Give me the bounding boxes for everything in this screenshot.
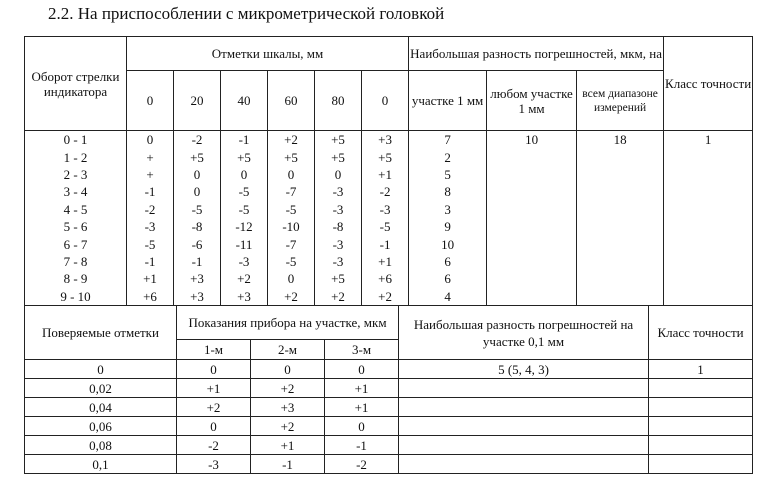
turn-cell: 2 - 3 (25, 166, 127, 183)
scale-mark: 20 (174, 71, 221, 131)
table1-body (25, 131, 753, 306)
value-cell: 0 (221, 166, 268, 183)
page-title: 2.2. На приспособлении с микрометрической головкой (48, 4, 445, 23)
diff-cell: 6 (409, 270, 487, 287)
table-row (25, 166, 753, 183)
table-row (25, 235, 753, 252)
value-cell: +1 (362, 253, 409, 270)
value-cell: 0 (177, 360, 251, 379)
value-cell: -1 (251, 455, 325, 474)
scale-mark: 60 (268, 71, 315, 131)
table-row (25, 379, 753, 398)
value-cell: -3 (315, 235, 362, 252)
value-cell: -3 (315, 201, 362, 218)
value-cell: -5 (221, 201, 268, 218)
diff-cell: 5 (409, 166, 487, 183)
table-row (25, 218, 753, 235)
value-cell: -8 (315, 218, 362, 235)
diff-cell: 3 (409, 201, 487, 218)
value-cell: 0 (177, 417, 251, 436)
value-cell: -1 (127, 183, 174, 200)
turn-cell: 8 - 9 (25, 270, 127, 287)
value-cell: +3 (251, 398, 325, 417)
table-row (25, 288, 753, 306)
value-cell: 0 (127, 131, 174, 149)
value-cell: +3 (221, 288, 268, 306)
value-cell: -2 (174, 131, 221, 149)
table-row (25, 148, 753, 165)
diff-cell: 4 (409, 288, 487, 306)
value-cell: -11 (221, 235, 268, 252)
value-cell: +2 (251, 417, 325, 436)
section-header: 1-м (177, 340, 251, 360)
value-cell: -2 (325, 455, 399, 474)
value-cell: 0 (325, 417, 399, 436)
value-cell: + (127, 166, 174, 183)
turn-cell: 9 - 10 (25, 288, 127, 306)
turn-cell: 6 - 7 (25, 235, 127, 252)
value-cell: 0 (268, 270, 315, 287)
header-max-difference-01: Наибольшая разность погрешностей на участке 0,1 мм (399, 306, 649, 360)
diff-cell: 2 (409, 148, 487, 165)
scale-mark: 40 (221, 71, 268, 131)
value-cell: +2 (315, 288, 362, 306)
value-cell: -1 (127, 253, 174, 270)
value-cell: -5 (127, 235, 174, 252)
mark-cell: 0,08 (25, 436, 177, 455)
turn-cell: 7 - 8 (25, 253, 127, 270)
value-cell: +5 (221, 148, 268, 165)
value-cell: -5 (268, 253, 315, 270)
header-max-difference: Наибольшая разность погрешностей, мкм, на (409, 37, 664, 71)
header-full-range: всем диапазоне измерений (577, 71, 664, 131)
value-cell: +6 (362, 270, 409, 287)
turn-cell: 4 - 5 (25, 201, 127, 218)
value-cell: -5 (362, 218, 409, 235)
value-cell: -3 (177, 455, 251, 474)
value-cell: -5 (268, 201, 315, 218)
value-cell: + (127, 148, 174, 165)
value-cell: +5 (174, 148, 221, 165)
value-cell: +2 (221, 270, 268, 287)
value-cell: +3 (174, 270, 221, 287)
value-cell: +3 (362, 131, 409, 149)
table-row (25, 398, 753, 417)
table-row (25, 270, 753, 287)
value-cell: -1 (362, 235, 409, 252)
section-header: 2-м (251, 340, 325, 360)
value-cell: +2 (268, 131, 315, 149)
value-cell: 0 (251, 360, 325, 379)
turn-cell: 0 - 1 (25, 131, 127, 149)
scale-mark: 0 (127, 71, 174, 131)
table-row (25, 360, 753, 379)
turn-cell: 3 - 4 (25, 183, 127, 200)
accuracy-class-value-2: 1 (649, 360, 753, 379)
table-row (25, 201, 753, 218)
section-header: 3-м (325, 340, 399, 360)
value-cell: -1 (221, 131, 268, 149)
mark-cell: 0,02 (25, 379, 177, 398)
value-cell: +5 (362, 148, 409, 165)
full-range-value: 18 (577, 131, 664, 149)
accuracy-class-value: 1 (664, 131, 753, 149)
max-difference-value: 5 (5, 4, 3) (399, 360, 649, 379)
diff-cell: 7 (409, 131, 487, 149)
table-row (25, 131, 753, 149)
value-cell: -1 (174, 253, 221, 270)
value-cell: +5 (315, 148, 362, 165)
header-scale-marks: Отметки шкалы, мм (127, 37, 409, 71)
diff-cell: 9 (409, 218, 487, 235)
mark-cell: 0,1 (25, 455, 177, 474)
turn-cell: 5 - 6 (25, 218, 127, 235)
value-cell: -3 (127, 218, 174, 235)
header-section-1mm: участке 1 мм (409, 71, 487, 131)
value-cell: +5 (268, 148, 315, 165)
value-cell: +1 (251, 436, 325, 455)
table-row (25, 183, 753, 200)
value-cell: +5 (315, 131, 362, 149)
value-cell: +2 (177, 398, 251, 417)
value-cell: -7 (268, 183, 315, 200)
value-cell: 0 (315, 166, 362, 183)
value-cell: -5 (174, 201, 221, 218)
diff-cell: 6 (409, 253, 487, 270)
value-cell: -3 (315, 253, 362, 270)
value-cell: +2 (362, 288, 409, 306)
value-cell: 0 (174, 183, 221, 200)
scale-mark: 0 (362, 71, 409, 131)
table-row (25, 253, 753, 270)
value-cell: 0 (325, 360, 399, 379)
value-cell: -2 (127, 201, 174, 218)
value-cell: +1 (177, 379, 251, 398)
diff-cell: 8 (409, 183, 487, 200)
header-readings: Показания прибора на участке, мкм (177, 306, 399, 340)
turn-cell: 1 - 2 (25, 148, 127, 165)
value-cell: -6 (174, 235, 221, 252)
value-cell: -1 (325, 436, 399, 455)
value-cell: -10 (268, 218, 315, 235)
value-cell: +6 (127, 288, 174, 306)
value-cell: -2 (177, 436, 251, 455)
calibration-table-indicator (24, 36, 753, 306)
table-row (25, 436, 753, 455)
header-accuracy-class: Класс точности (664, 37, 753, 131)
value-cell: +3 (174, 288, 221, 306)
value-cell: 0 (268, 166, 315, 183)
value-cell: -3 (362, 201, 409, 218)
header-checked-marks: Поверяемые отметки (25, 306, 177, 360)
table-row (25, 417, 753, 436)
value-cell: -3 (315, 183, 362, 200)
diff-cell: 10 (409, 235, 487, 252)
scale-mark: 80 (315, 71, 362, 131)
value-cell: +5 (315, 270, 362, 287)
value-cell: +1 (325, 398, 399, 417)
value-cell: +1 (325, 379, 399, 398)
mark-cell: 0,04 (25, 398, 177, 417)
mark-cell: 0,06 (25, 417, 177, 436)
calibration-table-section (24, 305, 753, 474)
value-cell: +1 (127, 270, 174, 287)
value-cell: -7 (268, 235, 315, 252)
value-cell: -2 (362, 183, 409, 200)
mark-cell: 0 (25, 360, 177, 379)
header-any-1mm: любом участке 1 мм (487, 71, 577, 131)
value-cell: -8 (174, 218, 221, 235)
value-cell: -5 (221, 183, 268, 200)
any-1mm-value: 10 (487, 131, 577, 149)
header-accuracy-class-2: Класс точности (649, 306, 753, 360)
value-cell: +2 (251, 379, 325, 398)
value-cell: +2 (268, 288, 315, 306)
header-turn: Оборот стрелки индикатора (25, 37, 127, 131)
value-cell: -12 (221, 218, 268, 235)
value-cell: -3 (221, 253, 268, 270)
value-cell: +1 (362, 166, 409, 183)
value-cell: 0 (174, 166, 221, 183)
table-row (25, 455, 753, 474)
